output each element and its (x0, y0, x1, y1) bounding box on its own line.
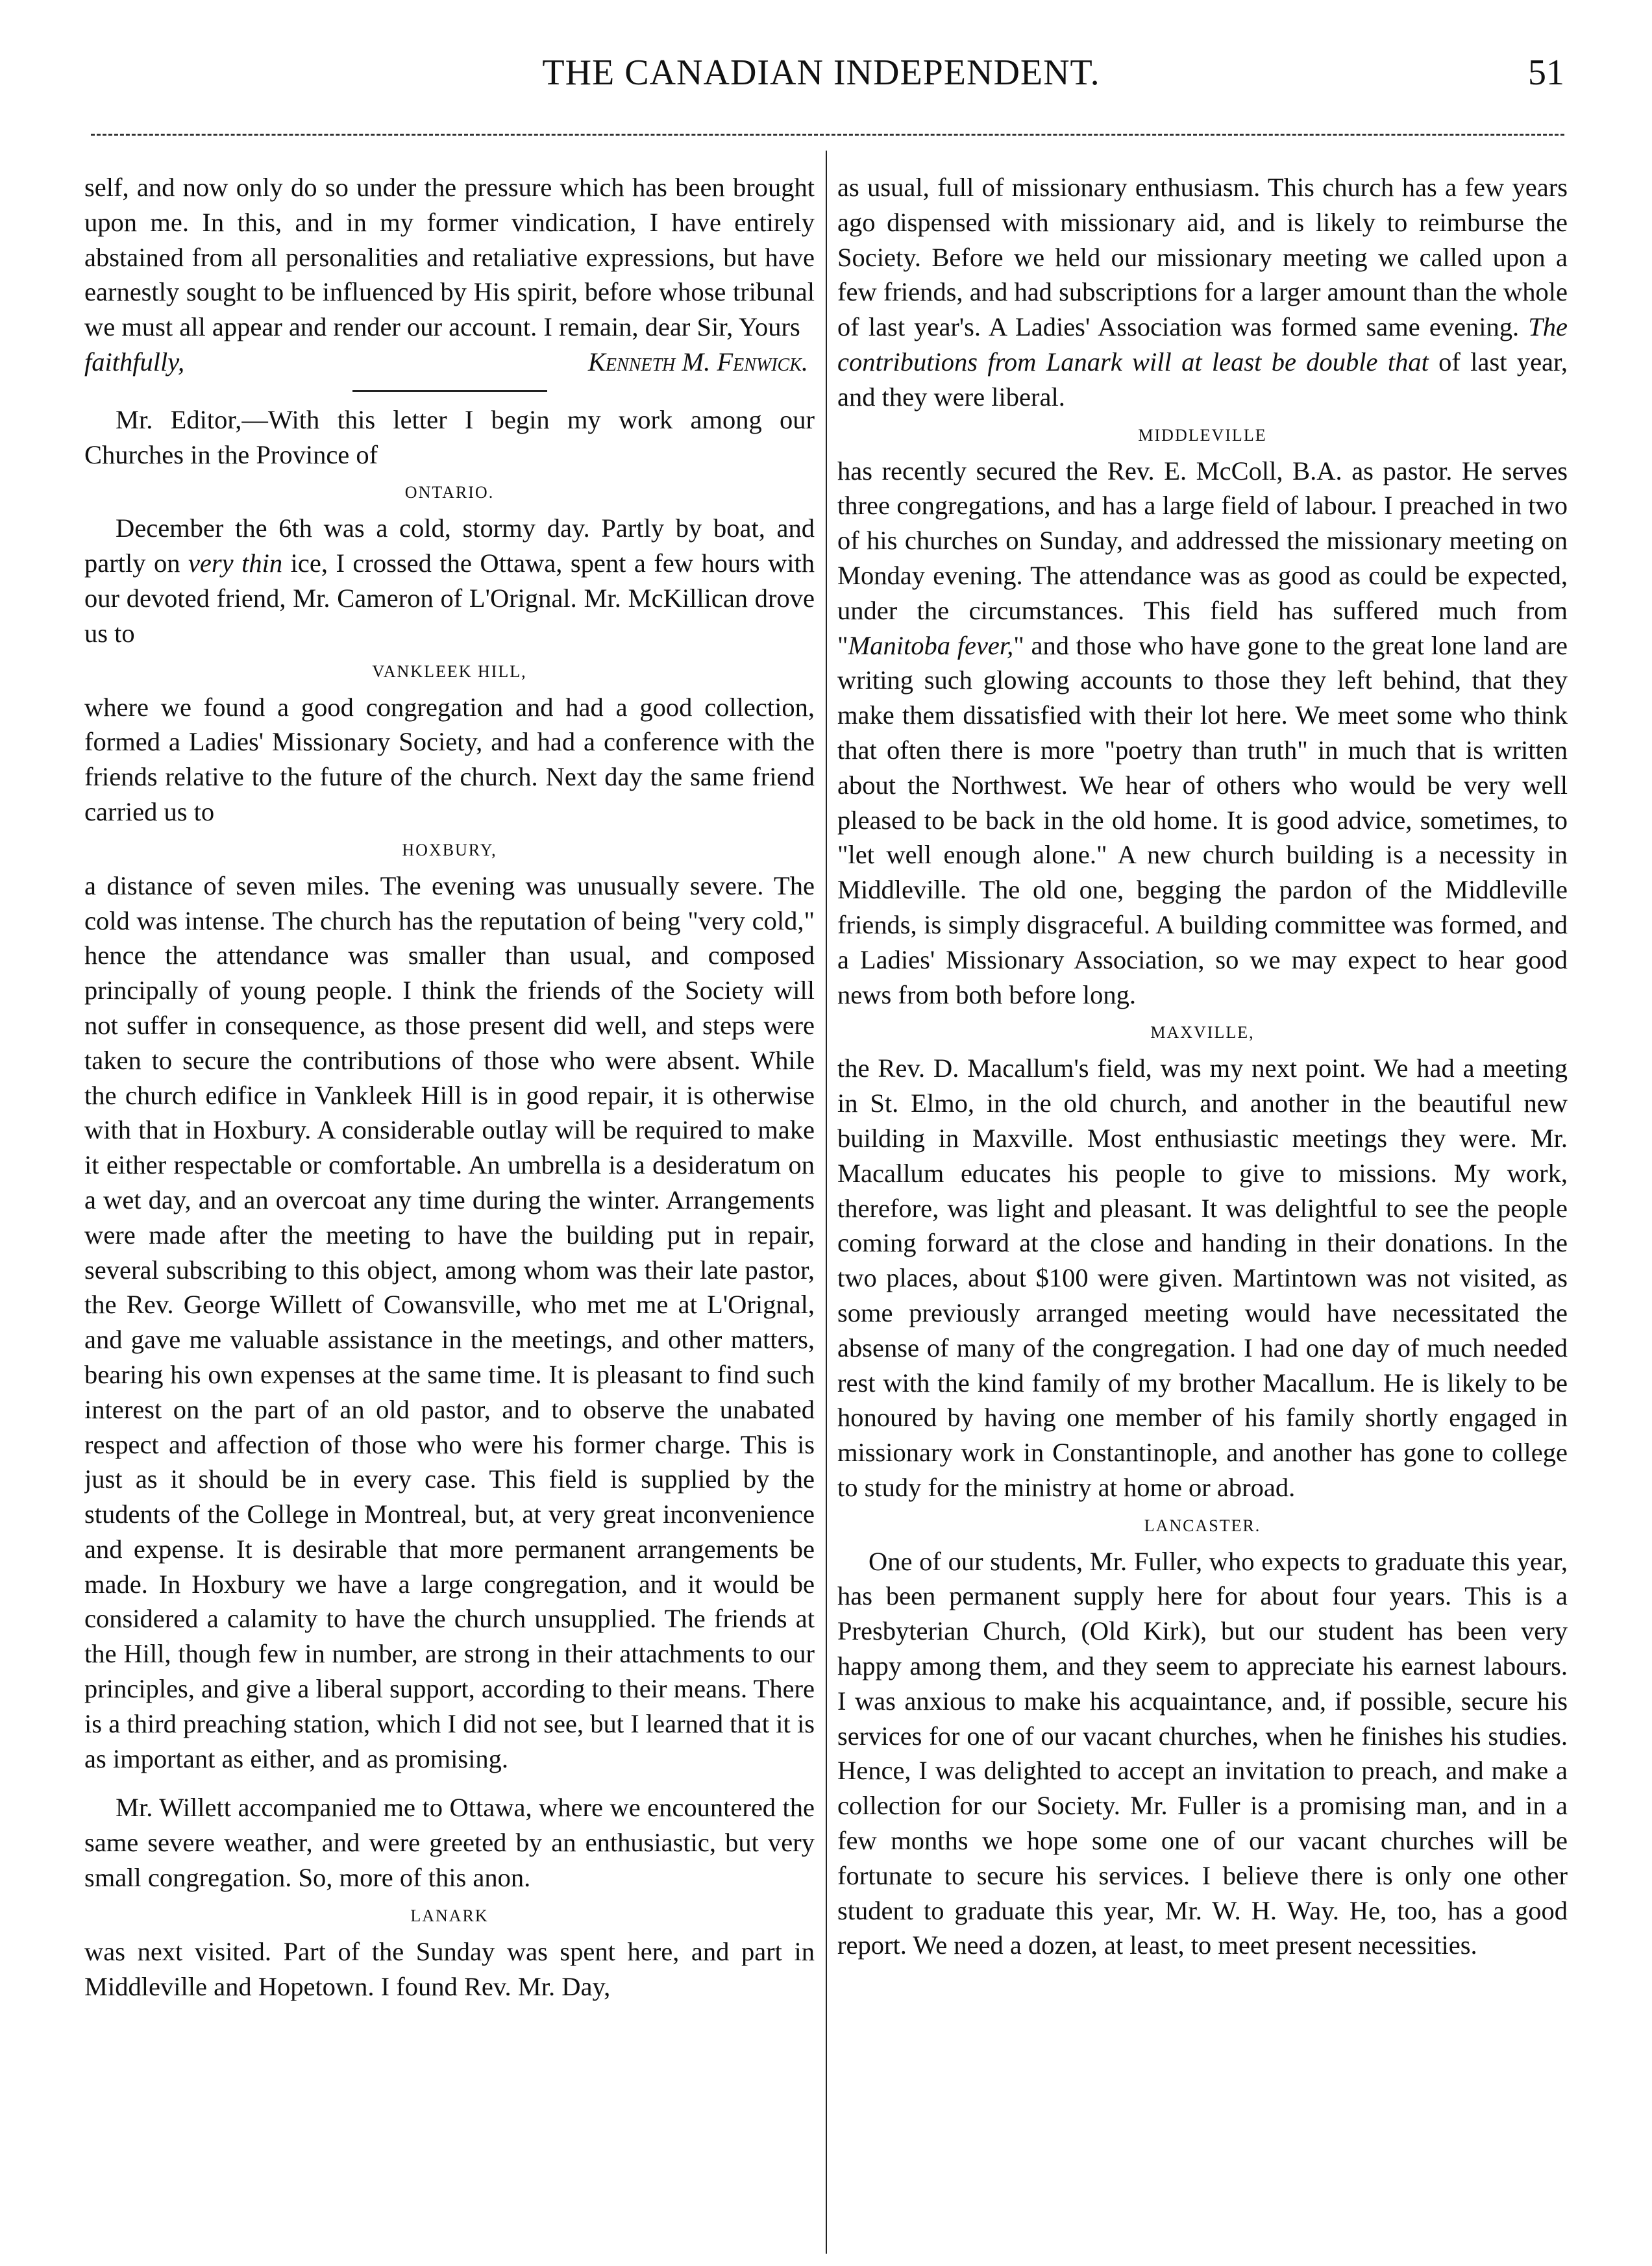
text-run: has recently secured the Rev. E. McColl, B.A. as pastor. He serves three congregations, and has a large field of labour. I preached in two of his churches on Sunday, and addressed the missionary meeting on Monday evening. The attendance was as good as could be expected, under the circumstances. This field has suffered much from " (837, 456, 1568, 660)
page-header (78, 52, 1564, 117)
section-rule (352, 390, 547, 392)
paragraph-lancaster: One of our students, Mr. Fuller, who expects to graduate this year, has been permanent supply here for about four years. This is a Presbyterian Church, (Old Kirk), but our student has been very happy among them, and they seem to appreciate his earnest labours. I was anxious to make his acquaintance, and, if possible, secure his services for one of our vacant churches, when he finishes his studies. Hence, I was delighted to accept an invitation to preach, and make a collection for our Society. Mr. Fuller is a promising man, and in a few months we hope some one of our vacant churches will be fortunate to secure his services. I believe there is only one other student to graduate this year, Mr. W. H. Way. He, too, has a good report. We need a dozen, at least, to meet present necessities. (837, 1546, 1568, 1960)
spacer (84, 1776, 815, 1790)
heading-maxville: MAXVILLE, (1150, 1023, 1255, 1042)
signature: Kenneth M. Fenwick. (587, 347, 808, 376)
letter-closing-paragraph: self, and now only do so under the pressure which has been brought upon me. In this, and in my former vindication, I have entirely abstained from all personalities and retaliative expressions, but have earnestly sought to be influenced by His spirit, before whose tribunal we must all appear and render our account. I remain, dear Sir, Yours (84, 173, 815, 342)
header-rule (91, 134, 1564, 136)
page-number: 51 (1528, 53, 1564, 93)
heading-ontario: ONTARIO. (404, 483, 495, 502)
column-divider (826, 151, 827, 2254)
paragraph-lanark-continued (837, 170, 1568, 415)
emphasis-run: very thin (188, 548, 283, 578)
emphasis-run: The contributions from Lanark will at least be double that (837, 312, 1568, 376)
paragraph-middleville (837, 454, 1568, 1013)
heading-middleville: MIDDLEVILLE (1138, 425, 1267, 445)
paragraph-vankleek: where we found a good congregation and had a good collection, formed a Ladies' Missionary Society, and had a conference with the friends relative to the future of the church. Next day the same friend carried us to (84, 692, 815, 826)
heading-lancaster: LANCASTER. (1144, 1516, 1261, 1535)
right-column (837, 170, 1568, 2241)
text-run: of last year, and they were liberal. (837, 347, 1568, 412)
text-run: as usual, full of missionary enthusiasm. This church has a few years ago dispensed with missionary aid, and is likely to reimburse the Society. Before we held our missionary meeting we called upon a few friends, and had subscriptions for a larger amount than the whole of last year's. A Ladies' Association was formed same evening. (837, 173, 1568, 342)
masthead-title: THE CANADIAN INDEPENDENT. (542, 53, 1100, 93)
heading-lanark: LANARK (410, 1906, 489, 1925)
paragraph-lanark: was next visited. Part of the Sunday was spent here, and part in Middleville and Hopetown. I found Rev. Mr. Day, (84, 1936, 815, 2001)
heading-hoxbury: HOXBURY, (402, 840, 497, 859)
emphasis-run: Manitoba fever, (848, 630, 1014, 660)
closing-word: faithfully, (84, 347, 185, 376)
left-column (84, 170, 815, 2241)
heading-vankleek-hill: VANKLEEK HILL, (372, 661, 527, 681)
paragraph-hoxbury: a distance of seven miles. The evening was unusually severe. The cold was intense. The church has the reputation of being "very cold," hence the attendance was smaller than usual, and composed principally of young people. I think the friends of the Society will not suffer in consequence, as those present did well, and steps were taken to secure the contributions of those who were absent. While the church edifice in Vankleek Hill is in good repair, it is otherwise with that in Hoxbury. A considerable outlay will be required to make it either respectable or comfortable. An umbrella is a desideratum on a wet day, and an overcoat any time during the winter. Arrangements were made after the meeting to have the building put in repair, several subscribing to this object, among whom was their late pastor, the Rev. George Willett of Cowansville, who met me at L'Orignal, and gave me valuable assistance in the meetings, and other matters, bearing his own expenses at the same time. It is pleasant to find such interest on the part of an old pastor, and to observe the unabated respect and affection of those who were his former charge. This is just as it should be in every case. This field is supplied by the students of the College in Montreal, but, at very great inconvenience and expense. It is desirable that more permanent arrangements be made. In Hoxbury we have a large congregation, and it would be considered a calamity to have the church unsupplied. The friends at the Hill, though few in number, are strong in their attachments to our principles, and give a liberal support, according to their means. There is a third preaching station, which I did not see, but I learned that it is as important as either, and as promising. (84, 870, 815, 1773)
paragraph-maxville: the Rev. D. Macallum's field, was my next point. We had a meeting in St. Elmo, in the old church, and another in the beautiful new building in Maxville. Most enthusiastic meetings they were. Mr. Macallum educates his people to give to missions. My work, therefore, was light and pleasant. It was delightful to see the people coming forward at the close and handing in their donations. In the two places, about $100 were given. Martintown was not visited, as some previously arranged meeting would have necessitated the absense of many of the congregation. I had one day of much needed rest with the kind family of my brother Macallum. He is likely to be honoured by having one member of his family shortly engaged in missionary work in Constantinople, and another has gone to college to study for the ministry at home or abroad. (837, 1053, 1568, 1502)
signature-line (84, 345, 815, 380)
paragraph-december (84, 511, 815, 650)
text-run: ice, I crossed the Ottawa, spent a few hours with our devoted friend, Mr. Cameron of L'Orignal. Mr. McKillican drove us to (84, 548, 815, 648)
text-run: December the 6th was a cold, stormy day. Partly by boat, and partly on (84, 513, 815, 578)
letter-opening-paragraph: Mr. Editor,—With this letter I begin my work among our Churches in the Province of (84, 404, 815, 469)
paragraph-ottawa: Mr. Willett accompanied me to Ottawa, where we encountered the same severe weather, and were greeted by an enthusiastic, but very small congregation. So, more of this anon. (84, 1793, 815, 1893)
text-run: " and those who have gone to the great lone land are writing such glowing accounts to those they left behind, that they make them dissatisfied with their lot here. We meet some who think that often there is more "poetry than truth" in much that is written about the Northwest. We hear of others who would be very well pleased to be back in the old home. It is good advice, sometimes, to "let well enough alone." A new church building is a necessity in Middleville. The old one, begging the pardon of the Middleville friends, is simply disgraceful. A building committee was formed, and a Ladies' Missionary Association, so we may expect to hear good news from both before long. (837, 630, 1568, 1009)
